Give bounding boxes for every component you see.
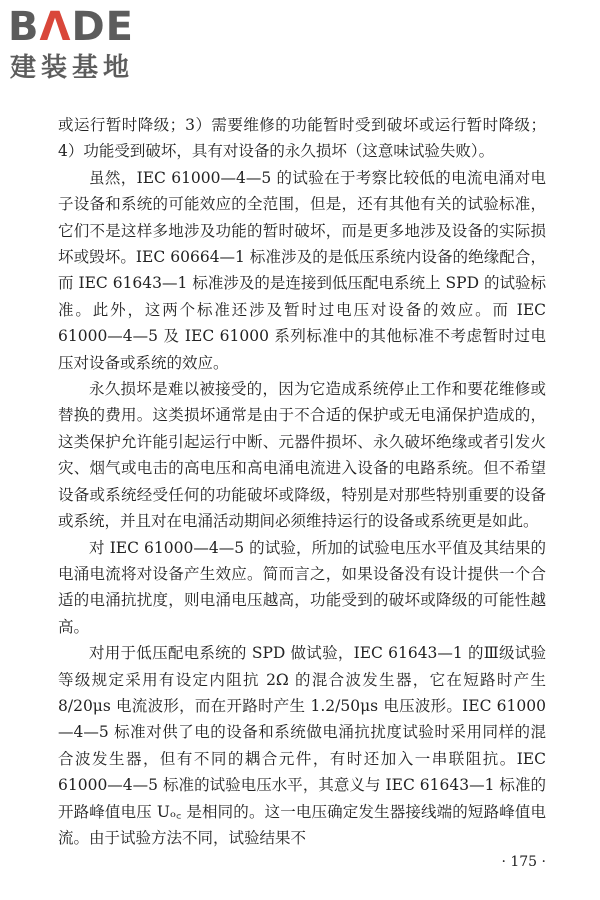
- paragraph-3: 永久损坏是难以被接受的，因为它造成系统停止工作和要花维修或替换的费用。这类损坏通常是由于不合适的保护或无电涌保护造成的，这类保护允许能引起运行中断、元器件损坏、永久破坏绝缘或者引发火灾、烟气或电击的高电压和高电涌电流进入设备的电路系统。但不希望设备或系统经受任何的功能破坏或降级，特别是对那些特别重要的设备或系统，并且对在电涌活动期间必须维持运行的设备或系统更是如此。: [58, 380, 546, 531]
- logo-subtitle: 建装基地: [10, 53, 135, 83]
- paragraph-4: 对 IEC 61000—4—5 的试验，所加的试验电压水平值及其结果的电涌电流将对设备产生效应。简而言之，如果设备没有设计提供一个合适的电涌抗扰度，则电涌电压越高，功能受到的破坏或降级的可能性越高。: [58, 538, 546, 636]
- paragraph-1: 或运行暂时降级；3）需要维修的功能暂时受到破坏或运行暂时降级；4）功能受到破坏，具有对设备的永久损坏（这意味试验失败）。: [58, 116, 546, 161]
- page-body: [58, 112, 546, 851]
- logo-accent-letter: Λ: [39, 4, 72, 50]
- paragraph-5: 对用于低压配电系统的 SPD 做试验，IEC 61643—1 的Ⅲ级试验等级规定采用有设定内阻抗 2Ω 的混合波发生器，它在短路时产生 8/20μs 电流波形，而在开路时产生 1.2/50μs 电压波形。IEC 61000—4—5 标准对供了电的设备和系统做电涌抗扰度试验时采用同样的混合波发生器，但有不同的耦合元件，有时还加入一串联阻抗。IEC 61000—4—5 标准的试验电压水平，其意义与 IEC 61643—1 标准的开路峰值电压 Uₒ꜀ 是相同的。这一电压确定发生器接线端的短路峰值电流。由于试验方法不同，试验结果不: [58, 644, 546, 847]
- paragraph-2: 虽然，IEC 61000—4—5 的试验在于考察比较低的电流电涌对电子设备和系统的可能效应的全范围，但是，还有其他有关的试验标准，它们不是这样多地涉及功能的暂时破坏，而是更多地涉及设备的实际损坏或毁坏。IEC 60664—1 标准涉及的是低压系统内设备的绝缘配合，而 IEC 61643—1 标准涉及的是连接到低压配电系统上 SPD 的试验标准。此外，这两个标准还涉及暂时过电压对设备的效应。而 IEC 61000—4—5 及 IEC 61000 系列标准中的其他标准不考虑暂时过电压对设备或系统的效应。: [58, 168, 546, 372]
- logo: [8, 4, 183, 90]
- logo-wordmark: BΛDE: [8, 4, 134, 50]
- page-number: · 175 ·: [501, 854, 546, 870]
